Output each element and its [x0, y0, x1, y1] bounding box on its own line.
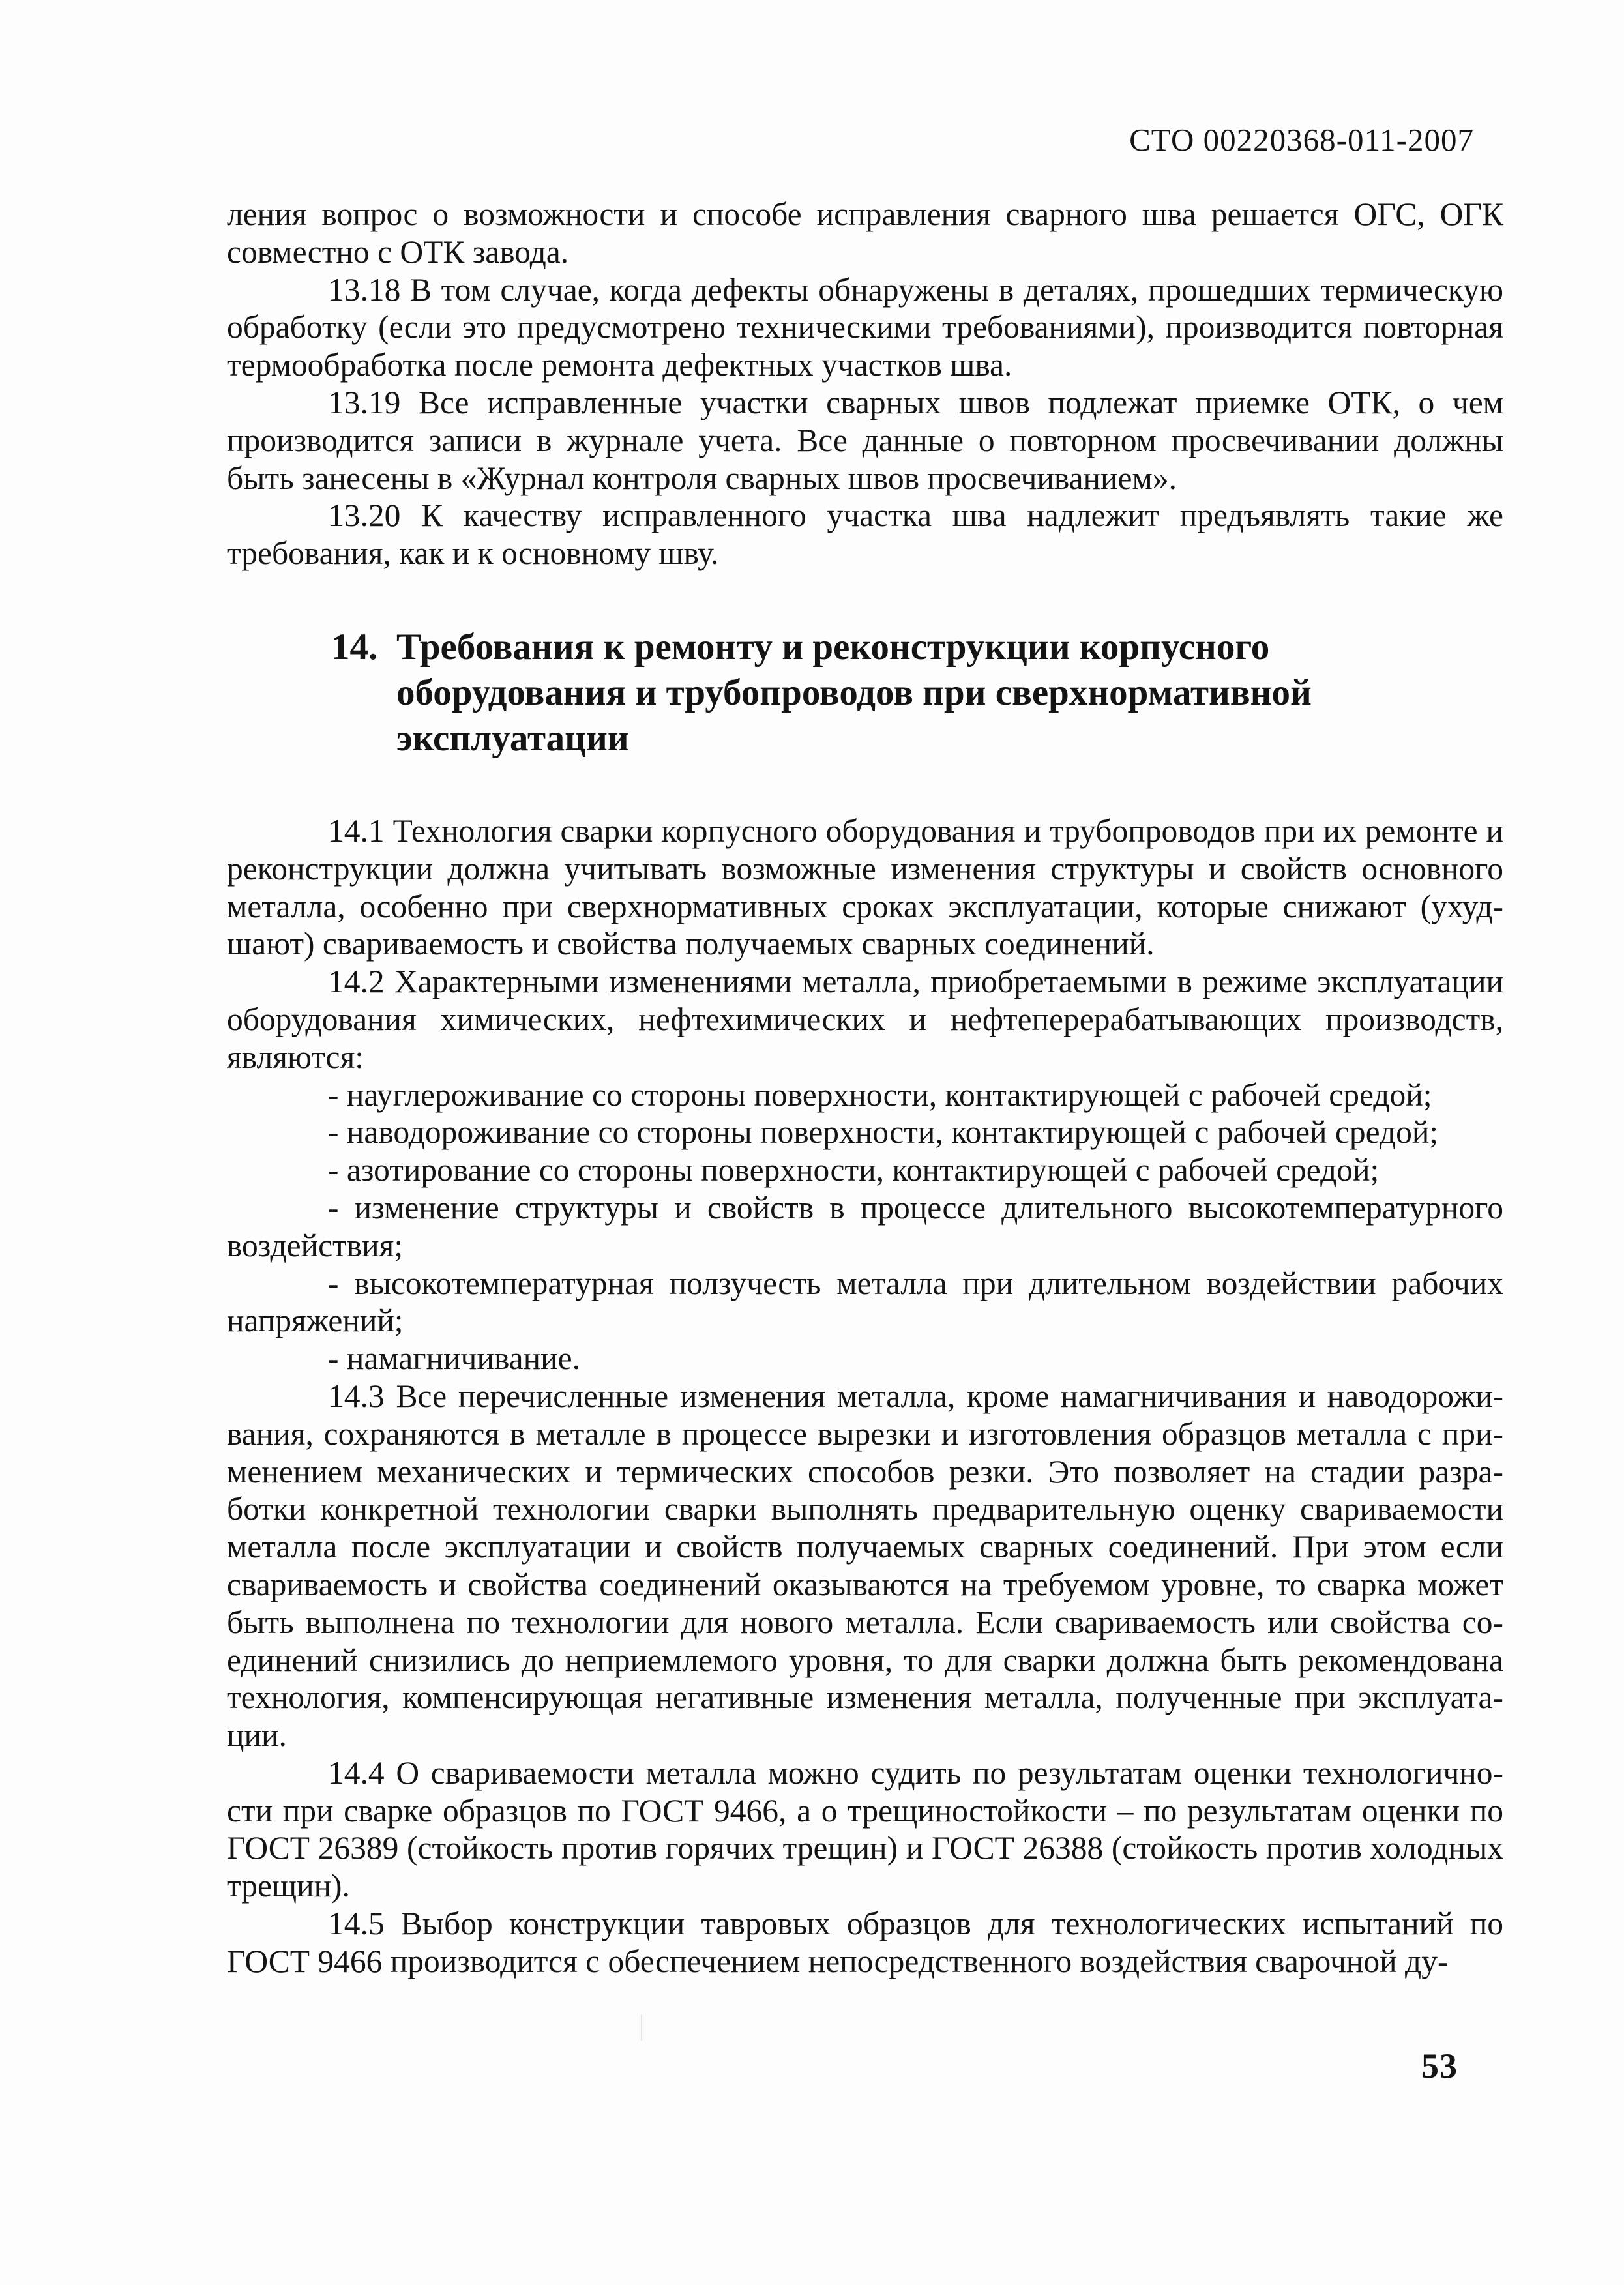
section-title-line-2: оборудования и трубопроводов при сверхнормативной: [396, 671, 1312, 713]
document-code: СТО 00220368-011-2007: [1129, 122, 1474, 158]
paragraph-13-20: 13.20 К качеству исправленного участка шва надлежит предъявлять такие же требования, как и к основному шву.: [227, 497, 1503, 572]
list-item: - высокотемпературная ползучесть металла при длительном воздействии рабочих напряжений;: [227, 1265, 1503, 1339]
list-item: - азотирование со стороны поверхности, контактирующей с рабочей средой;: [328, 1152, 1380, 1188]
section-number: 14.: [331, 626, 378, 668]
paragraph-14-3: 14.3 Все перечисленные изменения металла, кроме намагничивания и наводороживания, сохраняются в металле в процессе вырезки и изготовления образцов металла с применением механических и термических способов резки. Это позволяет на стадии разработки конкретной технологии сварки выполнять предварительную оценку свариваемости металла после эксплуатации и свойств получаемых сварных соединений. При этом если свариваемость и свойства соединений оказываются на требуемом уровне, то сварка может быть выполнена по технологии для нового металла. Если свариваемость или свойства соединений снизились до неприемлемого уровня, то для сварки должна быть рекомендована технология, компенсирующая негативные изменения металла, полученные при эксплуатации.: [227, 1378, 1503, 1754]
paragraph-14-5: 14.5 Выбор конструкции тавровых образцов для технологических испытаний по ГОСТ 9466 производится с обеспечением непосредственного воздействия сварочной ду-: [227, 1906, 1503, 1979]
paragraph-13-18: 13.18 В том случае, когда дефекты обнаружены в деталях, прошедших термическую обработку (если это предусмотрено техническими требованиями), производится повторная термообработка после ремонта дефектных участков шва.: [227, 271, 1503, 383]
paragraph-13-19: 13.19 Все исправленные участки сварных швов подлежат приемке ОТК, о чем производится записи в журнале учета. Все данные о повторном просвечивании должны быть занесены в «Журнал контроля сварных швов просвечиванием».: [227, 384, 1503, 496]
scan-artifact: [641, 2014, 642, 2041]
paragraph-14-1: 14.1 Технология сварки корпусного оборудования и трубопроводов при их ремонте и реконструкции должна учитывать возможные изменения структуры и свойств основного металла, особенно при сверхнормативных сроках эксплуатации, которые снижают (ухудшают) свариваемость и свойства получаемых сварных соединений.: [227, 812, 1503, 962]
page-number: 53: [1421, 2046, 1458, 2086]
paragraph-continuation: ления вопрос о возможности и способе исправления сварного шва решается ОГС, ОГК совместно с ОТК завода.: [227, 196, 1503, 270]
list-item: - науглероживание со стороны поверхности, контактирующей с рабочей средой;: [328, 1076, 1432, 1113]
section-title-line-3: эксплуатации: [396, 717, 629, 759]
paragraph-14-4: 14.4 О свариваемости металла можно судить по результатам оценки технологичности при сварке образцов по ГОСТ 9466, а о трещиностойкости – по результатам оценки по ГОСТ 26389 (стойкость против горячих трещин) и ГОСТ 26388 (стойкость против холодных трещин).: [227, 1754, 1503, 1904]
section-14-heading: [227, 625, 1503, 761]
paragraph-14-2: 14.2 Характерными изменениями металла, приобретаемыми в режиме эксплуатации оборудования химических, нефтехимических и нефтеперерабатывающих производств, являются:: [227, 964, 1503, 1075]
page-body: [227, 196, 1503, 1981]
list-item: - изменение структуры и свойств в процессе длительного высокотемпературного воздействия;: [227, 1189, 1503, 1263]
section-title-line-1: Требования к ремонту и реконструкции корпусного: [396, 626, 1270, 668]
list-item: - наводороживание со стороны поверхности, контактирующей с рабочей средой;: [328, 1114, 1439, 1151]
list-item: - намагничивание.: [328, 1340, 580, 1377]
